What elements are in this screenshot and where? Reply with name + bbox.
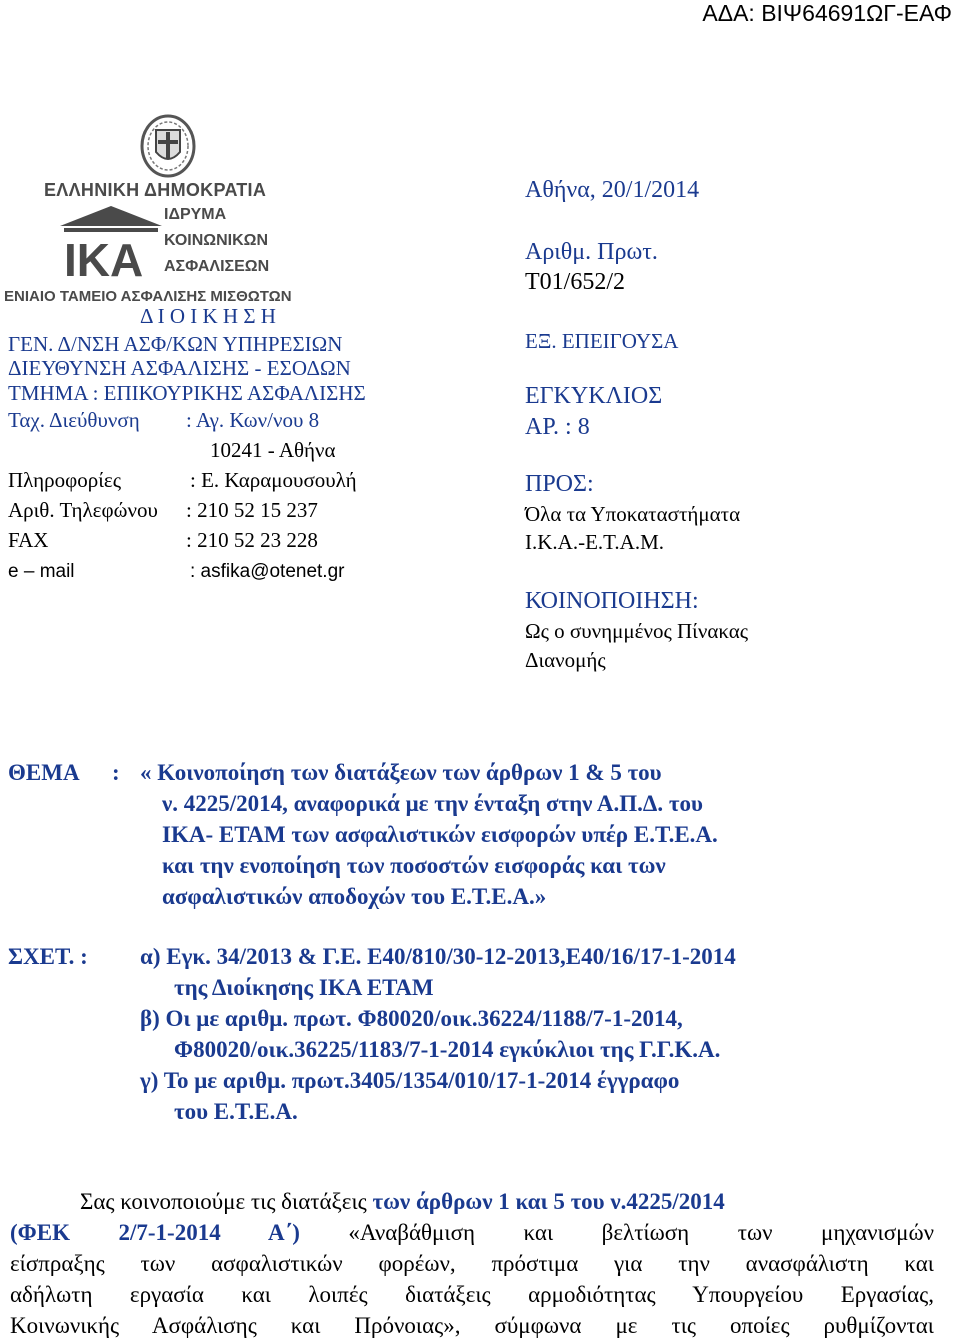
dept-section: ΤΜΗΜΑ : ΕΠΙΚΟΥΡΙΚΗΣ ΑΣΦΑΛΙΣΗΣ — [8, 381, 366, 405]
ika-building-icon — [58, 204, 164, 280]
fax-value: : 210 52 23 228 — [186, 528, 318, 552]
body-line-2-emphasis: (ΦΕΚ 2/7-1-2014 Α΄) — [10, 1220, 300, 1245]
body-paragraph — [10, 1186, 934, 1341]
protocol-number: Τ01/652/2 — [525, 269, 625, 295]
circular-label: ΕΓΚΥΚΛΙΟΣ — [525, 383, 663, 409]
subject-line-2: ν. 4225/2014, αναφορικά με την ένταξη στην Α.Π.Δ. του — [162, 791, 703, 816]
info-row — [8, 468, 357, 492]
svg-text:ΙΚΑ: ΙΚΑ — [64, 234, 144, 280]
info-label: Πληροφορίες — [8, 468, 122, 492]
greek-coat-of-arms-icon — [138, 112, 198, 180]
dept-directorate: ΔΙΕΥΘΥΝΣΗ ΑΣΦΑΛΙΣΗΣ - ΕΣΟΔΩΝ — [8, 356, 351, 380]
info-value: : Ε. Καραμουσουλή — [190, 468, 357, 492]
reference-line-4: Φ80020/οικ.36225/1183/7-1-2014 εγκύκλιοι της Γ.Γ.Κ.Α. — [174, 1037, 721, 1062]
address-city: 10241 - Αθήνα — [210, 438, 336, 462]
administration-label: Δ Ι Ο Ι Κ Η Σ Η — [140, 304, 276, 328]
recipients-label: ΠΡΟΣ: — [525, 471, 594, 497]
circular-number: ΑΡ. : 8 — [525, 414, 590, 440]
recipients-value-2: Ι.Κ.Α.-Ε.Τ.Α.Μ. — [525, 530, 665, 554]
phone-value: : 210 52 15 237 — [186, 498, 318, 522]
subject-line-1: « Κοινοποίηση των διατάξεων των άρθρων 1 & 5 του — [140, 760, 662, 785]
cc-value-2: Διανομής — [525, 648, 606, 672]
body-line-1-emphasis: των άρθρων 1 και 5 του ν.4225/2014 — [372, 1189, 725, 1214]
reference-line-2: της Διοίκησης ΙΚΑ ΕΤΑΜ — [174, 975, 434, 1000]
subject-colon: : — [112, 760, 120, 785]
fax-label: FAX — [8, 528, 49, 552]
republic-label: ΕΛΛΗΝΙΚΗ ΔΗΜΟΚΡΑΤΙΑ — [44, 180, 267, 200]
subject-line-5: ασφαλιστικών αποδοχών του Ε.Τ.Ε.Α.» — [162, 884, 547, 909]
address-value: : Αγ. Κων/νου 8 — [186, 408, 320, 432]
ika-logo — [4, 108, 353, 308]
logo-line-1: ΙΔΡΥΜΑ — [164, 206, 227, 223]
email-row — [8, 560, 344, 584]
cc-value-1: Ως ο συνημμένος Πίνακας — [525, 619, 749, 643]
logo-line-3: ΑΣΦΑΛΙΣΕΩΝ — [164, 258, 270, 275]
body-line-2-text: «Αναβάθμιση και βελτίωση των μηχανισμών — [299, 1220, 934, 1245]
body-line-3: είσπραξης των ασφαλιστικών φορέων, πρόστιμα για την ανασφάλιστη και — [10, 1251, 934, 1276]
cc-label: ΚΟΙΝΟΠΟΙΗΣΗ: — [525, 588, 699, 614]
address-label: Ταχ. Διεύθυνση — [8, 408, 140, 432]
fund-label: ΕΝΙΑΙΟ ΤΑΜΕΙΟ ΑΣΦΑΛΙΣΗΣ ΜΙΣΘΩΤΩΝ — [4, 288, 292, 305]
body-line-1-text: Σας κοινοποιούμε τις διατάξεις — [80, 1189, 373, 1214]
body-line-2 — [10, 1217, 934, 1248]
email-label: e – mail — [8, 561, 75, 582]
phone-label: Αριθ. Τηλεφώνου — [8, 498, 158, 522]
reference-label: ΣΧΕΤ. : — [8, 944, 88, 969]
ada-identifier: ΑΔΑ: ΒΙΨ64691ΩΓ-ΕΑΦ — [702, 0, 952, 26]
reference-line-3: β) Οι με αριθμ. πρωτ. Φ80020/οικ.36224/1188/7-1-2014, — [140, 1006, 683, 1031]
reference-line-6: του Ε.Τ.Ε.Α. — [174, 1099, 298, 1124]
document-date: Αθήνα, 20/1/2014 — [525, 177, 700, 203]
reference-line-1: α) Εγκ. 34/2013 & Γ.Ε. Ε40/810/30-12-2013,Ε40/16/17-1-2014 — [140, 944, 736, 969]
urgent-label: ΕΞ. ΕΠΕΙΓΟΥΣΑ — [525, 329, 679, 353]
reference-line-5: γ) Το με αριθμ. πρωτ.3405/1354/010/17-1-2014 έγγραφο — [140, 1068, 680, 1093]
subject-label: ΘΕΜΑ — [8, 760, 80, 785]
subject-line-4: και την ενοποίηση των ποσοστών εισφοράς και των — [162, 853, 666, 878]
fax-row — [8, 528, 318, 552]
dept-general: ΓΕΝ. Δ/ΝΣΗ ΑΣΦ/ΚΩΝ ΥΠΗΡΕΣΙΩΝ — [8, 332, 343, 356]
logo-line-2: ΚΟΙΝΩΝΙΚΩΝ — [164, 232, 269, 249]
phone-row — [8, 498, 318, 522]
recipients-value-1: Όλα τα Υποκαταστήματα — [525, 502, 741, 526]
protocol-label: Αριθμ. Πρωτ. — [525, 239, 658, 265]
address-row — [8, 408, 319, 432]
subject-line-3: ΙΚΑ- ΕΤΑΜ των ασφαλιστικών εισφορών υπέρ Ε.Τ.Ε.Α. — [162, 822, 718, 847]
email-value: : asfika@otenet.gr — [190, 561, 345, 582]
body-line-5: Κοινωνικής Ασφάλισης και Πρόνοιας», σύμφωνα με τις οποίες ρυθμίζονται — [10, 1313, 934, 1338]
body-line-4: αδήλωτη εργασία και λοιπές διατάξεις αρμοδιότητας Υπουργείου Εργασίας, — [10, 1282, 934, 1307]
body-line-1 — [10, 1186, 934, 1217]
